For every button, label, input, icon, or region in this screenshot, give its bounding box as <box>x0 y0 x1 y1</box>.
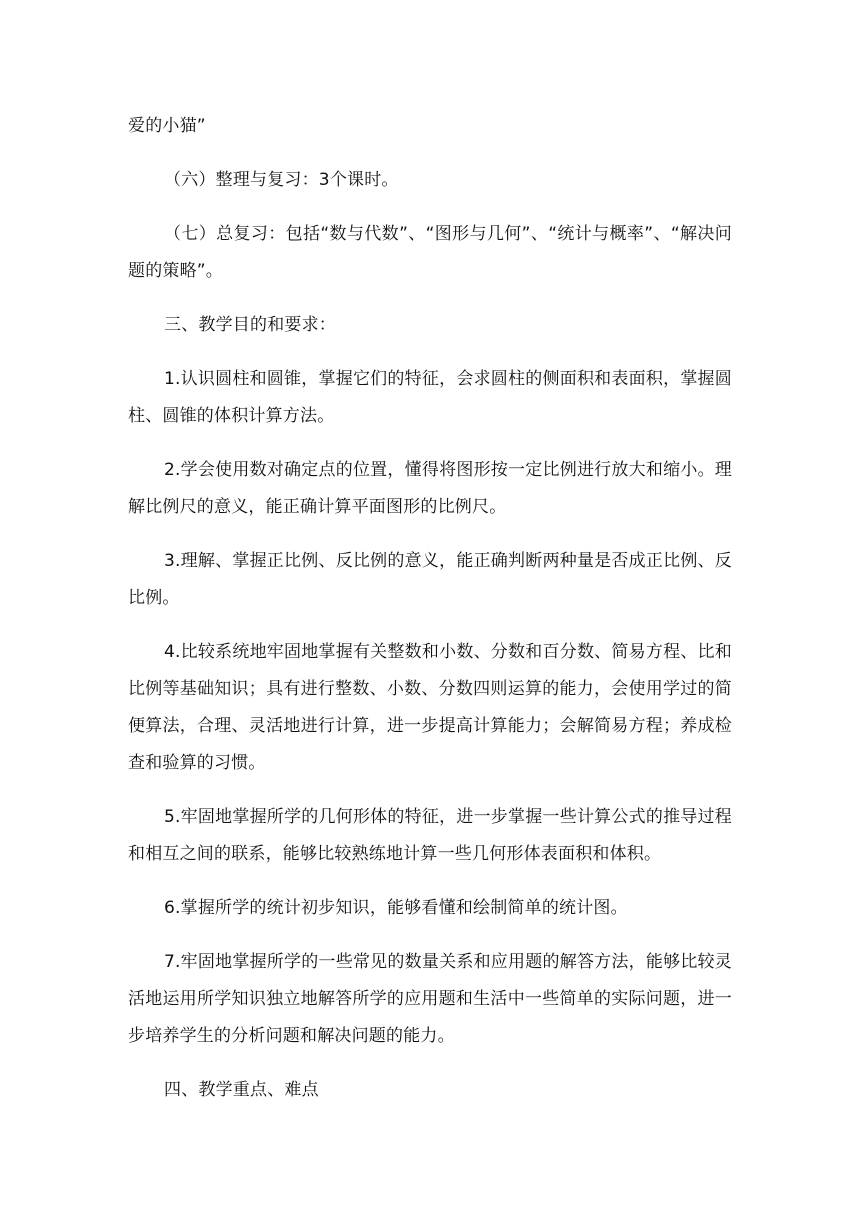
section-heading-goals: 三、教学目的和要求： <box>164 315 336 335</box>
goal-item-2: 2.学会使用数对确定点的位置，懂得将图形按一定比例进行放大和缩小。理解比例尺的意义，能正确计算平面图形的比例尺。 <box>128 460 732 517</box>
document-body <box>128 108 732 1126</box>
section-heading-key-points: 四、教学重点、难点 <box>164 1080 319 1100</box>
paragraph-general-review: （七）总复习：包括“数与代数”、“图形与几何”、“统计与概率”、“解决问题的策略”。 <box>128 224 732 281</box>
goal-item-4: 4.比较系统地牢固地掌握有关整数和小数、分数和百分数、简易方程、比和比例等基础知识；具有进行整数、小数、分数四则运算的能力，会使用学过的简便算法，合理、灵活地进行计算，进一步提高计算能力；会解简易方程；养成检查和验算的习惯。 <box>128 642 732 773</box>
goal-item-7: 7.牢固地掌握所学的一些常见的数量关系和应用题的解答方法，能够比较灵活地运用所学知识独立地解答所学的应用题和生活中一些简单的实际问题，进一步培养学生的分析问题和解决问题的能力。 <box>128 952 732 1046</box>
paragraph-continuation: 爱的小猫” <box>128 116 206 136</box>
goal-item-1: 1.认识圆柱和圆锥，掌握它们的特征，会求圆柱的侧面积和表面积，掌握圆柱、圆锥的体积计算方法。 <box>128 369 732 426</box>
goal-item-3: 3.理解、掌握正比例、反比例的意义，能正确判断两种量是否成正比例、反比例。 <box>128 551 732 608</box>
goal-item-6: 6.掌握所学的统计初步知识，能够看懂和绘制简单的统计图。 <box>164 898 628 918</box>
paragraph-review-hours: （六）整理与复习：3个课时。 <box>164 170 399 190</box>
goal-item-5: 5.牢固地掌握所学的几何形体的特征，进一步掌握一些计算公式的推导过程和相互之间的联系，能够比较熟练地计算一些几何形体表面积和体积。 <box>128 807 732 864</box>
